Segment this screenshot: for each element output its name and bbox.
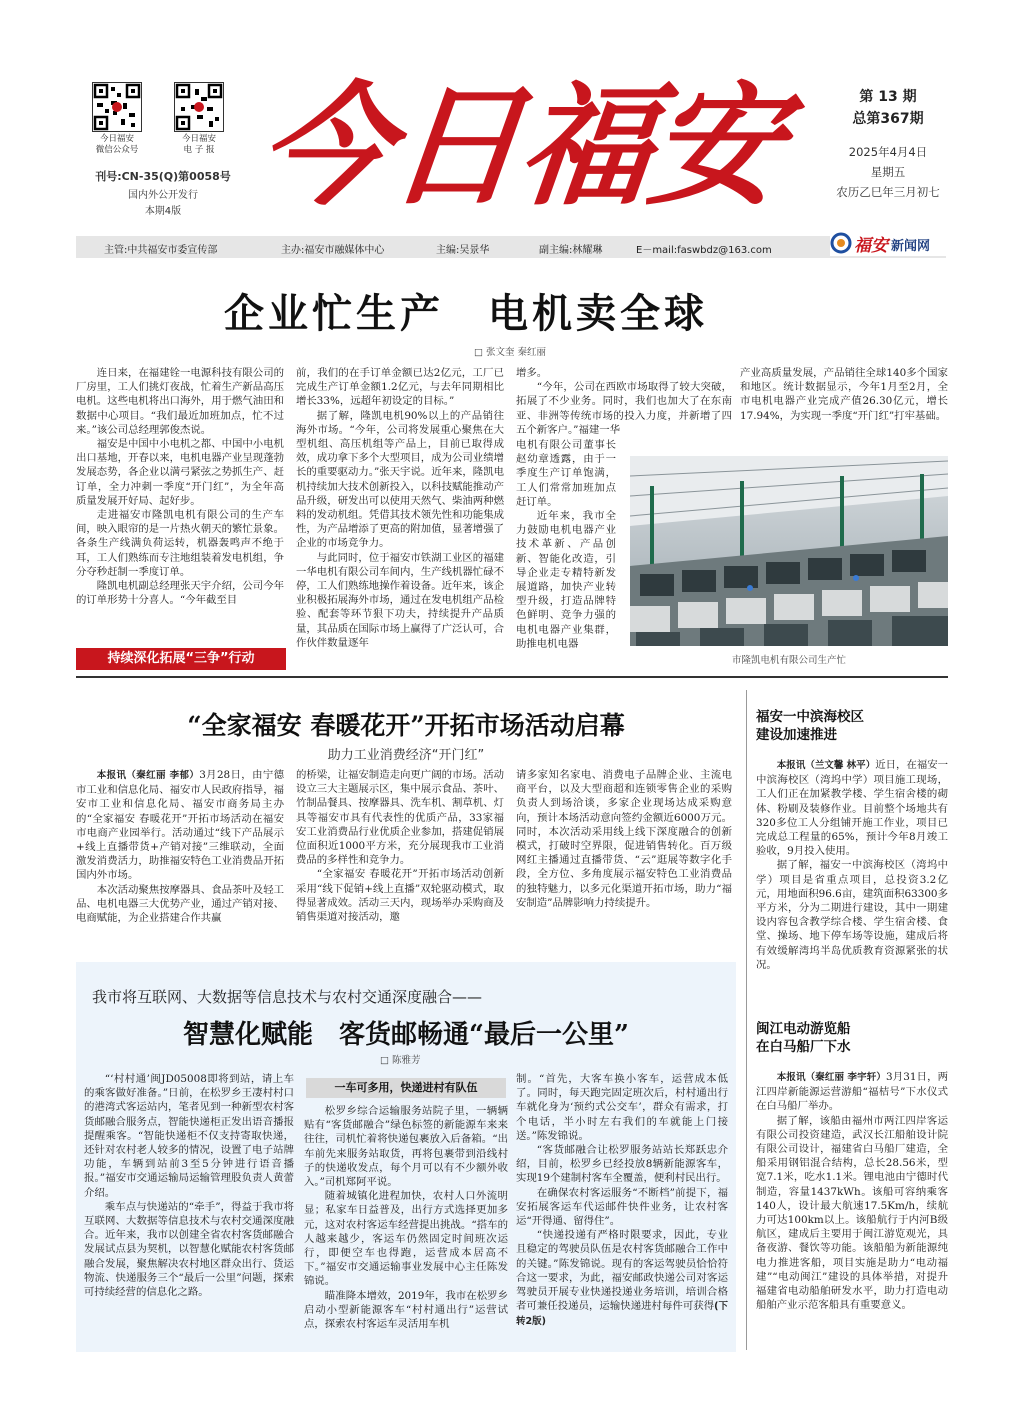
paragraph: “‘村村通’闽JD05008即将到站，请上车的乘客做好准备。”日前，在松罗乡王凄村村口的港湾式客运站内，笔者见到一种新型农村客货邮融合服务点，智能快递柜正发出语音播报提醒乘客。“智能快递柜不仅支持寄取快递，还针对农村老人较多的情况，设置了电子站牌功能，车辆到站前3至5分钟进行语音播报。”福安市交通运输局运输管理股负责人黄蕾介绍。 <box>84 1073 294 1199</box>
paragraph: 与此同时，位于福安市铁湖工业区的福建一华电机有限公司车间内，生产线机器忙碌不停，工人们熟练地操作着设备。近年来，该企业积极拓展海外市场，通过在发电机组产品检验、配套等环节狠下功夫，持续提升产品质量，其品质在国际市场上赢得了广泛认可，合作伙伴数量逐年 <box>296 551 504 649</box>
newspaper-title: 今日福安 <box>251 69 789 224</box>
third-headline: 智慧化赋能 客货邮畅通“最后一公里” <box>183 1020 629 1050</box>
epaper-qr-label: 今日福安 电 子 报 <box>181 134 216 155</box>
lead-column-2 <box>296 366 504 650</box>
sponsor-label: 主办:福安市融媒体中心 <box>281 245 385 256</box>
page-count: 本期4版 <box>144 206 182 217</box>
paragraph: 连日来，在福建铨一电源科技有限公司的厂房里，工人们挑灯夜战，忙着生产新品高压电机。这些电机将出口海外，用于燃气油田和数据中心项目。“我们最近加班加点，忙不过来。”该公司总经理郭俊杰说。 <box>76 367 284 436</box>
logo-text: 新闻网 <box>891 239 931 254</box>
sidebar-headline-1: 福安一中滨海校区 建设加速推进 <box>756 709 864 743</box>
issue-weekday: 星期五 <box>870 165 906 179</box>
section-divider <box>76 676 948 678</box>
wechat-qr-label: 今日福安 微信公众号 <box>95 134 139 155</box>
photo-caption: 市隆凯电机有限公司生产忙 <box>731 655 846 666</box>
paragraph: 据了解，该船由福州市两江四岸客运有限公司投资建造，武汉长江船舶设计院有限公司设计，福建省白马船厂建造，全船采用钢铝混合结构，总长28.56米，型宽7.1米，吃水1.1米。锂电池由宁德时代制造，容量1437kWh。该船可容纳乘客140人，设计最大航速17.5Km/h，续航力可达100km以上。该船航行于内河B级航区，建成后主要用于闽江游览观光，具备夜游、餐饮等功能。该船船为新能源纯电力推进客船，项目实施是助力“电动福建”“电动闽江”建设的具体举措，对提升福建省电动船舶研发水平，助力打造电动船舶产业示范客船具有重要意义。 <box>756 1114 948 1312</box>
sidebar-divider <box>746 690 747 1350</box>
paragraph: 随着城镇化进程加快，农村人口外流明显；私家车日益普及，出行方式选择更加多元，这对农村客运车经营提出挑战。“搭车的人越来越少，客运车仍然固定时间班次运行，即便空车也得跑，运营成本居高不下。”福安市交通运输事业发展中心主任陈发锦说。 <box>304 1190 508 1288</box>
campaign-tag: 持续深化拓展“三争”行动 <box>76 648 286 670</box>
paragraph: 走进福安市隆凯电机有限公司的生产车间，映入眼帘的是一片热火朝天的繁忙景象。各条生产线满负荷运转，机器轰鸣声不绝于耳，工人们熟练而专注地组装着发电机组，争分夺秒赶制一季度订单。 <box>76 509 284 578</box>
paragraph: 据了解，福安一中滨海校区（湾坞中学）项目是省重点项目，总投资3.2亿元，用地面积96.6亩，建筑面积63300多平方米，分为二期进行建设，其中一期建设内容包含教学综合楼、学生宿舍楼、食堂、操场、地下停车场等设施，建成后将有效缓解湾坞半岛优质教育资源紧张的状况。 <box>756 859 948 971</box>
second-column-2 <box>296 768 504 924</box>
lead-column-1 <box>76 366 284 607</box>
logo-script: 福安 <box>854 236 888 256</box>
sidebar-story-2 <box>756 1070 948 1312</box>
paragraph: 松罗乡综合运输服务站院子里，一辆辆贴有“客货邮融合”绿色标签的新能源车来来往往，司机忙着将快递包裹放入后备箱。“出车前先来服务站取货，再将包裹带到沿线村子的快递收发点，每个月可以有不少额外收入。”司机郑阿平说。 <box>304 1105 508 1189</box>
dateline: 本报讯（兰文馨 林平） <box>776 760 876 771</box>
lunar-date: 农历乙巳年三月初七 <box>836 185 940 199</box>
paragraph: 近日，在福安一中滨海校区（湾坞中学）项目施工现场，工人们正在加紧教学楼、学生宿舍楼的砌体、粉刷及装修作业。目前整个场地共有320多位工人分组铺开施工作业，项目已完成总工程量的65%，预计今年8月竣工验收，9月投入使用。 <box>756 759 949 858</box>
paragraph: “快递投递有严格时限要求，因此，专业且稳定的驾驶员队伍是农村客货邮融合工作中的关键。”陈发锦说。现有的客运驾驶员恰恰符合这一要求，为此，福安邮政快递公司对客运驾驶员开展专业快递投递业务培训，培训合格者可兼任投递员，运输快递进村每件可获得 <box>516 1229 728 1313</box>
paragraph: 增多。 <box>516 367 548 379</box>
paragraph: 据了解，隆凯电机90%以上的产品销往海外市场。“今年，公司将发展重心聚焦在大型机组、高压机组等产品上，目前已取得成效，成功拿下多个大型项目，成为公司业绩增长的重要驱动力。”张天宇说。近年来，隆凯电机持续加大技术创新投入，以科技赋能推动产品升级，研发出可以使用天然气、柴油两种燃料的发动机组。凭借其技术领先性和功能集成性，为产品增添了更高的附加值，显著增强了企业的市场竞争力。 <box>296 409 504 550</box>
paragraph: “全家福安 春暖花开”开拓市场活动创新采用“线下促销+线上直播”双轮驱动模式，取得显著成效。活动三天内，现场举办采购商及销售渠道对接活动，邀 <box>296 868 504 924</box>
chief-editor-label: 主编:吴景华 <box>436 245 490 256</box>
paragraph: 3月28日，由宁德市工业和信息化局、福安市人民政府指导，福安市工业和信息化局、福安市商务局主办的“全家福安 春暖花开”开拓市场活动在福安市电商产业园举行。活动通过“线下产品展示+线上直播带货+产销对接”三维联动，全面激发消费活力，助推福安特色工业消费品开拓国内外市场。 <box>76 769 284 882</box>
paragraph: 的桥梁，让福安制造走向更广阔的市场。活动设立三大主题展示区，集中展示食品、茶叶、竹制品餐具、按摩器具、洗车机、割草机、灯具等福安市具有代表性的优质产品，33家福安工业消费品行业优质企业参加，搭建促销展位面积近1000平方米，充分展现我市工业消费品的多样性和竞争力。 <box>296 769 504 867</box>
paragraph: “今年，公司在西欧市场取得了较大突破，拓展了不少业务。同时，我们也加大了在东南亚、非洲等传统市场的投入力度，并新增了四五个新客户。”福建一华 <box>516 381 732 436</box>
paragraph: 制。“首先，大客车换小客车，运营成本低了。同时，每天跑完固定班次后，村村通出行车就化身为‘预约式公交车’，群众有需求，打个电话，半小时左右我们的车就能上门接送。”陈发锦说。 <box>516 1073 728 1142</box>
paragraph: 本次活动聚焦按摩器具、食品茶叶及轻工品、电机电器三大优势产业，通过产销对接、电商赋能，为企业搭建合作共赢 <box>76 883 284 925</box>
paragraph: 福安是中国中小电机之都、中国中小电机出口基地，开春以来，电机电器产业呈现蓬勃发展态势，各企业以满弓紧弦之势抓生产、赶订单，全力冲刺一季度“开门红”，为全年高质量发展开好局、起好步。 <box>76 438 284 507</box>
issue-number: 第 13 期 <box>859 89 917 105</box>
sidebar-headline-2: 闽江电动游览船 在白马船厂下水 <box>756 1021 851 1055</box>
publication-code: 刊号:CN-35(Q)第0058号 <box>95 170 231 183</box>
second-column-1 <box>76 768 284 925</box>
paragraph: 3月31日，两江四岸新能源运营游船“福桔号”下水仪式在白马船厂举办。 <box>756 1071 948 1113</box>
second-subhead: 助力工业消费经济“开门红” <box>327 748 485 763</box>
lead-column-4 <box>740 366 948 423</box>
distribution-note: 国内外公开发行 <box>128 190 198 201</box>
paragraph: 隆凯电机副总经理张天宇介绍，公司今年的订单形势十分喜人。“今年截至目 <box>76 580 284 607</box>
supervisor-label: 主管:中共福安市委宣传部 <box>104 245 218 256</box>
paragraph: 近年来，我市全力鼓励电机电器产业技术革新、产品创新、智能化改造，引导企业走专精特新发展道路，加快产业转型升级，打造品牌特色鲜明、竞争力强的电机电器产业集群，助推电机电器 <box>516 510 616 650</box>
paragraph: 在确保农村客运服务“不断档”前提下，福安拓展客运车代运邮件快件业务，让农村客运“开得通、留得住”。 <box>516 1186 728 1228</box>
paragraph: 请多家知名家电、消费电子品牌企业、主流电商平台，以及大型商超和连锁零售企业的采购负责人到场洽谈，多家企业现场达成采购意向，预计本场活动意向签约金额近6000万元。同时，本次活动采用线上线下深度融合的创新模式，打破时空界限，促进销售转化。百万级网红主播通过直播带货、“云”逛展等数字化手段，全方位、多角度展示福安特色工业消费品的独特魅力，以多元化渠道开拓市场，助力“福安制造”品牌影响力持续提升。 <box>516 769 732 909</box>
lead-byline: □ 张文奎 秦红丽 <box>474 347 547 358</box>
subsection-tag: 一车可多用，快递进村有队伍 <box>306 1078 506 1098</box>
news-logo-icon <box>830 232 854 254</box>
paragraph: 产业高质量发展，产品销往全球140多个国家和地区。统计数据显示，今年1月至2月，全市电机电器产业完成产值26.30亿元，增长17.94%，为实现一季度“开门红”打牢基础。 <box>740 367 948 422</box>
paragraph: 前，我们的在手订单金额已达2亿元，工厂已完成生产订单金额1.2亿元，与去年同期相比增长33%，远超年初设定的目标。” <box>296 367 504 408</box>
lead-column-3-top <box>516 366 732 437</box>
deputy-editor-label: 副主编:林耀琳 <box>539 245 603 256</box>
second-column-3 <box>516 768 732 910</box>
factory-photo[interactable] <box>630 456 948 646</box>
masthead-info-bar <box>76 236 946 258</box>
paragraph: 电机有限公司董事长赵幼章透露，由于一季度生产订单饱满，工人们常常加班加点赶订单。 <box>516 439 616 508</box>
dateline: 本报讯（秦红丽 李郁） <box>96 770 200 781</box>
continued-note[interactable]: (下转2版) <box>516 1301 729 1328</box>
third-byline: □ 陈雅芳 <box>380 1055 421 1066</box>
epaper-qr-code[interactable] <box>174 82 224 132</box>
third-column-1 <box>84 1072 294 1299</box>
paragraph: “客货邮融合让松罗服务站站长郑跃忠介绍，目前，松罗乡已经投放8辆新能源客车，实现19个建制村客车全覆盖，便利村民出行。 <box>516 1144 728 1185</box>
issue-date: 2025年4月4日 <box>848 145 928 159</box>
total-issue-number: 总第367期 <box>852 111 924 127</box>
email-label[interactable]: E－mail:faswbdz@163.com <box>636 245 772 256</box>
second-headline: “全家福安 春暖花开”开拓市场活动启幕 <box>187 711 625 740</box>
dateline: 本报讯（秦红丽 李宇轩） <box>776 1072 887 1083</box>
fuan-news-logo[interactable] <box>830 230 950 256</box>
third-column-2 <box>304 1104 508 1331</box>
lead-column-3-narrow <box>516 438 616 651</box>
paragraph: 瞄准降本增效，2019年，我市在松罗乡启动小型新能源客车“村村通出行”运营试点，探索农村客运车灵活用车机 <box>304 1289 508 1331</box>
wechat-qr-code[interactable] <box>92 82 142 132</box>
third-column-3 <box>516 1072 728 1330</box>
lead-headline: 企业忙生产 电机卖全球 <box>224 291 708 337</box>
factory-floor-image <box>630 456 948 646</box>
third-kicker: 我市将互联网、大数据等信息技术与农村交通深度融合—— <box>92 988 483 1006</box>
sidebar-story-1 <box>756 758 948 972</box>
paragraph: 乘车点与快递站的“牵手”，得益于我市将互联网、大数据等信息技术与农村交通深度融合。近年来，我市以创建全省农村客货邮融合发展试点县为契机，以智慧化赋能农村客货邮融合发展，聚焦解决农村地区群众出行、货运物流、快递服务三个“最后一公里”问题，探索可持续经营的信息化之路。 <box>84 1200 294 1299</box>
